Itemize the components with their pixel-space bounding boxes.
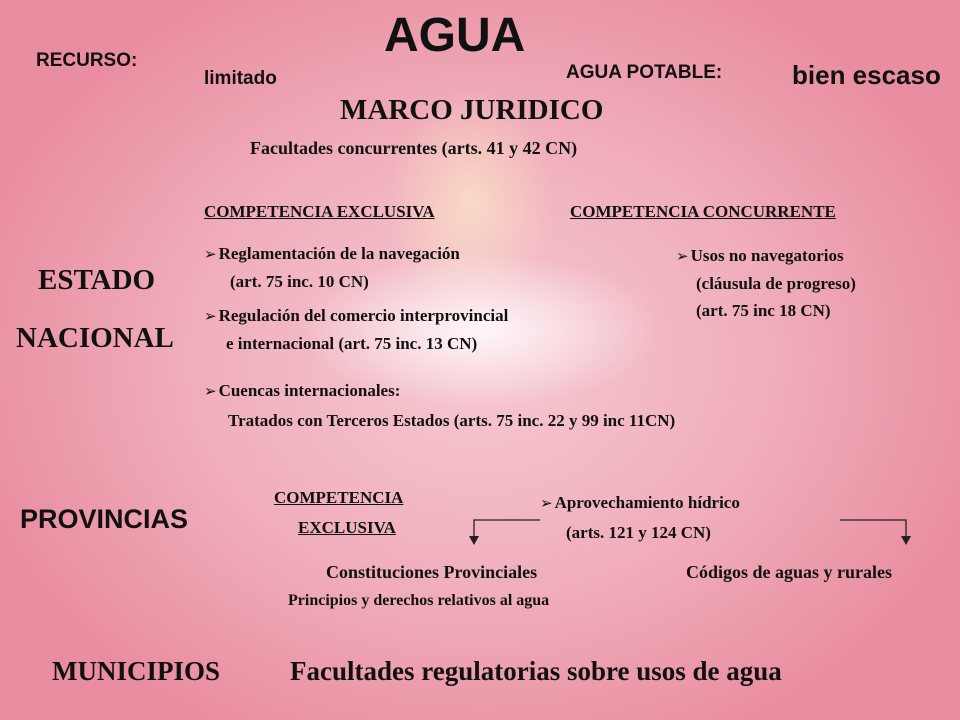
item-line: (art. 75 inc. 10 CN) — [230, 272, 369, 291]
arrow-bullet-icon: ➢ — [204, 382, 217, 400]
item-line: Cuencas internacionales: — [218, 381, 401, 400]
recurso-value: limitado — [204, 68, 277, 89]
item-line: Aprovechamiento hídrico — [554, 493, 740, 512]
estado-item-navegacion — [204, 240, 460, 295]
municipios-label: MUNICIPIOS — [52, 656, 221, 686]
provincias-competencia-line2: EXCLUSIVA — [298, 518, 396, 537]
arrowhead-right-icon — [901, 536, 911, 545]
item-line: (arts. 121 y 124 CN) — [566, 523, 711, 542]
item-line: Tratados con Terceros Estados (arts. 75 inc. 22 y 99 inc 11CN) — [228, 411, 676, 430]
recurso-label: RECURSO: — [36, 50, 138, 71]
estado-label: ESTADO — [38, 264, 156, 296]
page-title: AGUA — [384, 9, 526, 62]
item-line: (cláusula de progreso) — [696, 274, 856, 293]
provincias-item-aprovechamiento — [540, 488, 740, 548]
item-line: e internacional (art. 75 inc. 13 CN) — [226, 334, 478, 353]
nacional-label: NACIONAL — [16, 322, 174, 354]
competencia-concurrente-header: COMPETENCIA CONCURRENTE — [570, 202, 836, 221]
principios-derechos: Principios y derechos relativos al agua — [288, 592, 550, 609]
item-line: Usos no navegatorios — [690, 246, 844, 265]
estado-item-cuencas — [204, 376, 675, 436]
provincias-competencia-line1: COMPETENCIA — [274, 488, 404, 507]
estado-item-comercio — [204, 302, 508, 358]
connector-right — [840, 520, 906, 538]
constituciones-provinciales: Constituciones Provinciales — [326, 562, 538, 582]
marco-juridico-subtitle: Facultades concurrentes (arts. 41 y 42 CN) — [250, 138, 578, 158]
agua-potable-label: AGUA POTABLE: — [566, 62, 723, 83]
provincias-label: PROVINCIAS — [20, 504, 189, 534]
codigos-aguas: Códigos de aguas y rurales — [686, 562, 893, 582]
item-line: Regulación del comercio interprovincial — [218, 306, 509, 325]
agua-potable-value: bien escaso — [792, 60, 941, 90]
estado-item-usos — [676, 242, 856, 324]
municipios-text: Facultades regulatorias sobre usos de agua — [290, 656, 782, 686]
marco-juridico-title: MARCO JURIDICO — [340, 94, 604, 126]
competencia-exclusiva-header: COMPETENCIA EXCLUSIVA — [204, 202, 435, 221]
arrow-bullet-icon: ➢ — [204, 307, 217, 325]
connector-left — [474, 520, 540, 538]
item-line: Reglamentación de la navegación — [218, 244, 460, 263]
arrowhead-left-icon — [469, 536, 479, 545]
arrow-bullet-icon: ➢ — [204, 245, 217, 263]
arrow-bullet-icon: ➢ — [676, 247, 689, 265]
arrow-bullet-icon: ➢ — [540, 494, 553, 512]
item-line: (art. 75 inc 18 CN) — [696, 301, 831, 320]
